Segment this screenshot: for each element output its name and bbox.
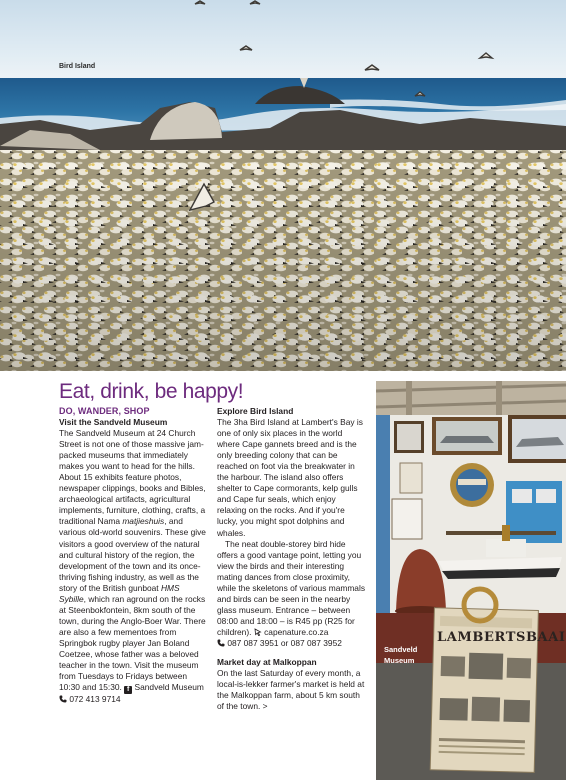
phone-icon [217, 639, 225, 647]
section-label: DO, WANDER, SHOP [59, 406, 150, 416]
bird-island-text: The neat double-storey bird hide offers a good vantage point, letting you view the birds and their interesting mating dances from close proximity, while the skeletons of various mammals and birds can be seen in the nearby glass museum. Entrance – between 08:00 and 18:00 – is R45 pp (R25 for children). [217, 538, 366, 637]
article-column-1 [59, 406, 207, 705]
bird-island-paragraph-1: The 3ha Bird Island at Lambert's Bay is one of only six places in the world where Cape gannets breed and is the only breeding colony that can be reached on foot via the breakwater in the harbour. The island also offers shelter to Cape cormorants, kelp gulls and Cape fur seals, which enjoy relaxing on the rocks. And if you're lucky, you might spot dolphins and whales. [217, 417, 363, 538]
market-text: On the last Saturday of every month, a local-is-lekker farmer's market is held at the Malkoppan farm, about 5 km south of the town. [217, 668, 365, 712]
phone-icon [59, 695, 67, 703]
bird-island-paragraph-2 [217, 539, 367, 649]
hero-gannet-colony [0, 0, 566, 371]
page-headline: Eat, drink, be happy! [59, 380, 244, 403]
museum-text-italic-2: HMS Sybille [59, 582, 180, 604]
market-paragraph [217, 668, 367, 712]
facebook-icon: f [124, 686, 132, 694]
museum-text-3: , which ran aground on the rocks at Steenbokfontein, 8km south of the town, during the Anglo-Boer War. There are also a few mementoes from Springbok rugby player Jan Boland Coetzee, whose father was a beloved teacher in the town. Visit the museum from Tuesdays to Fridays between 10:30 and 15:30. [59, 593, 206, 693]
subheading-market-day: Market day at Malkoppan [217, 657, 317, 668]
museum-text-italic-1: matjieshuis [122, 516, 165, 527]
museum-interior-illustration [376, 381, 566, 780]
museum-facebook-label: Sandveld Museum [134, 682, 204, 693]
continue-marker: > [262, 701, 268, 712]
article-column-2 [217, 406, 367, 712]
poster-title: LAMBERTSBAAI [437, 630, 566, 645]
subheading-sandveld-museum: Visit the Sandveld Museum [59, 417, 168, 427]
capenature-link[interactable]: capenature.co.za [264, 626, 329, 637]
museum-phone: 072 413 9714 [69, 694, 121, 705]
museum-paragraph [59, 428, 207, 705]
museum-caption [384, 644, 434, 666]
cursor-pointer-icon [254, 628, 262, 636]
museum-caption-line1: Sandveld [384, 645, 418, 654]
bird-island-phone: 087 087 3951 or 087 087 3952 [227, 637, 342, 648]
hero-caption: Bird Island [59, 63, 96, 70]
museum-text-1: The Sandveld Museum at 24 Church Street is not one of those massive jam-packed museums that immediately makes you want to head for the hills. About 15 exhibits feature photos, newspaper clippings, books and Bibles, archaeological artifacts, agricultural implements, furniture, clothing, crafts, a traditional Nama [59, 428, 206, 527]
museum-caption-line2: Museum [384, 656, 415, 665]
subheading-bird-island: Explore Bird Island [217, 406, 294, 416]
museum-text-2: , and various old-world souvenirs. These give visitors a good overview of the natural and cultural history of the region, the development of the town and its once-thriving fishing industry, as well as the story of the British gunboat [59, 516, 206, 593]
hero-photo-bird-island [0, 0, 566, 371]
museum-photo [376, 381, 566, 780]
